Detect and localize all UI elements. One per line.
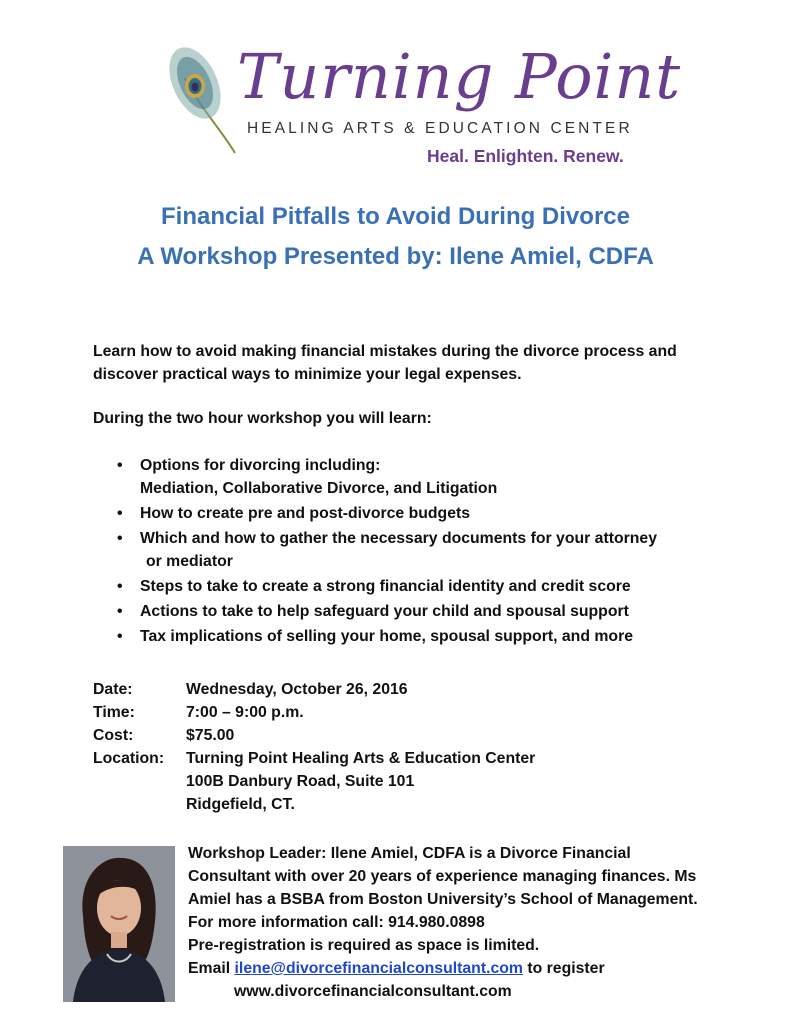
logo-subtitle: HEALING ARTS & EDUCATION CENTER (247, 120, 633, 137)
intro-paragraph: Learn how to avoid making financial mistakes during the divorce process and discover practical ways to minimize your legal expenses. (93, 343, 677, 383)
location-line1: Turning Point Healing Arts & Education Center (186, 750, 536, 767)
location-line2: 100B Danbury Road, Suite 101 (186, 773, 415, 790)
list-item: • How to create pre and post-divorce budgets (110, 502, 710, 525)
bio-line: Workshop Leader: Ilene Amiel, CDFA is a Divorce Financial (188, 845, 631, 862)
lead-text: During the two hour workshop you will learn: (93, 410, 432, 427)
list-item: • Actions to take to help safeguard your child and spousal support (110, 600, 710, 623)
list-item: • Tax implications of selling your home, spousal support, and more (110, 625, 710, 648)
page-subtitle: A Workshop Presented by: Ilene Amiel, CDFA (137, 243, 654, 270)
bullet-icon: • (117, 578, 123, 595)
list-item: • Steps to take to create a strong financial identity and credit score (110, 575, 710, 598)
time-value: 7:00 – 9:00 p.m. (186, 704, 304, 721)
bullet-icon: • (117, 505, 123, 522)
cost-value: $75.00 (186, 727, 235, 744)
logo-wordmark: Turning Point (237, 40, 682, 113)
bullet-icon: • (117, 628, 123, 645)
bio-line: Amiel has a BSBA from Boston University’s School of Management. (188, 891, 698, 908)
logo-tagline: Heal. Enlighten. Renew. (427, 146, 624, 166)
location-line3: Ridgefield, CT. (186, 796, 295, 813)
registration-note: Pre-registration is required as space is limited. (188, 937, 540, 954)
presenter-photo (63, 846, 175, 1002)
date-value: Wednesday, October 26, 2016 (186, 681, 408, 698)
list-item: • Options for divorcing including: Mediation, Collaborative Divorce, and Litigation (110, 454, 710, 500)
event-details (93, 678, 535, 816)
bullet-list (110, 454, 710, 650)
bullet-icon: • (117, 603, 123, 620)
cost-label: Cost: (93, 727, 134, 744)
bullet-icon: • (117, 457, 123, 474)
bullet-icon: • (117, 530, 123, 547)
time-label: Time: (93, 704, 135, 721)
bio-line: Consultant with over 20 years of experience managing finances. Ms (188, 868, 697, 885)
email-line: Email ilene@divorcefinancialconsultant.com to register (188, 960, 605, 977)
presenter-bio (188, 842, 748, 1003)
website-text: www.divorcefinancialconsultant.com (234, 983, 512, 1000)
page-title: Financial Pitfalls to Avoid During Divorce (161, 203, 630, 230)
phone-line: For more information call: 914.980.0898 (188, 914, 485, 931)
presenter-portrait-icon (63, 846, 175, 1002)
location-label: Location: (93, 750, 165, 767)
list-item: • Which and how to gather the necessary documents for your attorney or mediator (110, 527, 710, 573)
email-link[interactable]: ilene@divorcefinancialconsultant.com (234, 960, 523, 977)
date-label: Date: (93, 681, 133, 698)
logo (165, 38, 682, 178)
